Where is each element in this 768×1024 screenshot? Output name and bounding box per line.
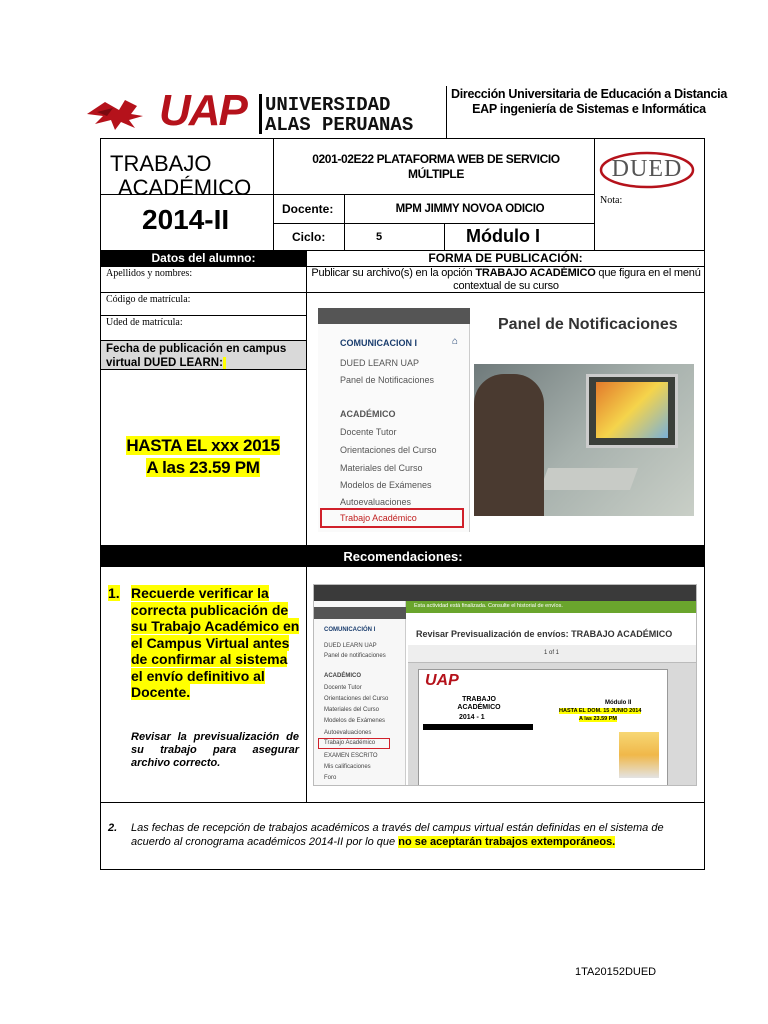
preview-menu [314, 601, 406, 786]
recommendations-section-title: Recomendaciones: [101, 546, 705, 567]
menu-toolbar [314, 607, 406, 619]
menu-item: DUED LEARN UAP [324, 643, 377, 649]
mini-uap-logo: UAP [425, 672, 459, 689]
menu-item: COMUNICACIÓN I [324, 627, 376, 633]
pub-date-label [106, 342, 302, 370]
green-status-text: Esta actividad está finalizada. Consulte el historial de envíos. [414, 603, 563, 609]
menu-item: Orientaciones del Curso [324, 696, 389, 702]
course-menu [318, 308, 470, 532]
dept-line-2: EAP ingeniería de Sistemas e Informática [472, 102, 706, 116]
mini-time: A las 23.59 PM [579, 716, 618, 722]
menu-item: Mis calificaciones [324, 764, 371, 770]
menu-toolbar [318, 308, 470, 324]
recommendation-1-number: 1. [108, 585, 120, 601]
mini-doc-title: TRABAJO ACADÉMICO [457, 696, 501, 711]
student-at-computer-photo [474, 364, 694, 516]
doc-period: 2014-II [142, 204, 230, 235]
menu-item: Autoevaluaciones [340, 497, 412, 507]
recommendation-2-number: 2. [108, 822, 118, 834]
student-section-title: Datos del alumno: [101, 251, 306, 266]
pub-date-label-text: Fecha de publicación en campus virtual DUED LEARN: [106, 343, 287, 369]
docente-label: Docente: [282, 202, 334, 216]
preview-topbar [314, 585, 697, 601]
notifications-screenshot [318, 308, 694, 532]
recommendation-1-text: Recuerde verificar la correcta publicación de su Trabajo Académico en el Campus Virtual antes de confirmar al sistema el envío definitivo al Docente. [131, 585, 300, 700]
menu-item: Materiales del Curso [340, 463, 423, 473]
footer-code: 1TA20152DUED [575, 966, 657, 978]
grid-line [100, 369, 306, 370]
doc-title-line-1: TRABAJO [110, 151, 212, 176]
page-indicator: 1 of 1 [544, 650, 560, 656]
uap-logo [85, 86, 418, 138]
grid-line [100, 315, 306, 316]
menu-item-trabajo-academico: Trabajo Académico [324, 740, 376, 746]
recommendation-1 [131, 585, 301, 701]
menu-item: EXAMEN ESCRITO [324, 753, 378, 759]
mini-doc-period: 2014 - 1 [459, 714, 485, 721]
person-shape [474, 374, 544, 516]
menu-item: Docente Tutor [324, 685, 362, 691]
deadline-line-1 [100, 436, 306, 456]
recommendation-1-sub: Revisar la previsualización de su trabajo para asegurar archivo correcto. [131, 731, 299, 769]
course-name: 0201-02E22 PLATAFORMA WEB DE SERVICIO MÚLTIPLE [312, 152, 560, 181]
deadline-line-1-text: HASTA EL xxx 2015 [126, 436, 280, 455]
grid-line [306, 567, 307, 802]
publication-section-title: FORMA DE PUBLICACIÓN: [428, 251, 583, 265]
home-icon: ⌂ [452, 336, 459, 347]
publication-text-bold: TRABAJO ACADÉMICO [475, 267, 596, 279]
logo-uap-text: UAP [159, 86, 246, 135]
logo-alas-peruanas: ALAS PERUANAS [265, 114, 414, 136]
doc-title-line-2: ACADÉMICO [118, 175, 252, 200]
dued-logo-text: DUED [611, 156, 683, 182]
preview-document [418, 669, 668, 786]
dept-line-1: Dirección Universitaria de Educación a Distancia [451, 87, 727, 101]
dued-logo [598, 150, 696, 190]
grid-line [306, 250, 307, 546]
menu-item: Panel de Notificaciones [340, 375, 435, 385]
menu-item: Foro [324, 775, 337, 781]
mini-content-block [619, 732, 659, 778]
menu-item: ACADÉMICO [324, 673, 361, 679]
menu-item: Autoevaluaciones [324, 730, 372, 736]
deadline-line-2 [100, 458, 306, 478]
publication-text-before: Publicar su archivo(s) en la opción [311, 267, 476, 279]
menu-item: Orientaciones del Curso [340, 445, 437, 455]
mini-deadline: HASTA EL DOM. 15 JUNIO 2014 [559, 708, 642, 714]
menu-item: Materiales del Curso [324, 707, 380, 713]
modulo-label: Módulo I [466, 226, 540, 246]
pdf-viewer [408, 645, 697, 786]
publication-instructions [310, 267, 702, 293]
ciclo-label: Ciclo: [292, 230, 326, 244]
green-status-bar [406, 601, 697, 613]
logo-universidad: UNIVERSIDAD [265, 94, 391, 116]
deadline-line-2-text: A las 23.59 PM [146, 458, 260, 477]
menu-item: DUED LEARN UAP [340, 358, 420, 368]
docente-value: MPM JIMMY NOVOA ODICIO [395, 203, 545, 215]
recommendation-2-text: Las fechas de recepción de trabajos académicos a través del campus virtual están definidas en el sistema de acuerdo al cronograma académicos 2014-II por lo que [131, 822, 664, 848]
keyboard-shape [540, 468, 638, 490]
menu-course-title: COMUNICACION I [340, 338, 417, 348]
menu-section-academico: ACADÉMICO [340, 409, 396, 419]
ciclo-value: 5 [376, 231, 383, 243]
mini-module: Módulo II [605, 700, 632, 706]
student-udec-label: Uded de matrícula: [106, 317, 183, 328]
grid-line [444, 223, 445, 250]
preview-title: Revisar Previsualización de envíos: TRABAJO ACADÉMICO [416, 629, 673, 639]
grid-line [100, 802, 705, 803]
menu-item: Docente Tutor [340, 427, 397, 437]
grid-line [273, 223, 595, 224]
menu-item: Modelos de Exámenes [340, 480, 432, 490]
panel-notifications-title: Panel de Notificaciones [498, 316, 678, 333]
menu-item-trabajo-academico: Trabajo Académico [340, 513, 417, 523]
mini-black-bar [423, 724, 533, 730]
recommendation-2 [131, 822, 697, 849]
menu-item: Modelos de Exámenes [324, 718, 386, 724]
eagle-icon [85, 96, 157, 132]
nota-label: Nota: [600, 195, 623, 206]
menu-item: Panel de notificaciones [324, 653, 386, 659]
recommendation-2-highlight: no se aceptarán trabajos extemporáneos. [398, 835, 616, 848]
publication-text-after: que figura en el menú contextual de su curso [453, 267, 701, 292]
logo-divider [259, 94, 262, 134]
student-code-label: Código de matrícula: [106, 294, 191, 305]
preview-screenshot [313, 584, 697, 786]
student-name-label: Apellidos y nombres: [106, 268, 193, 279]
monitor-screen [596, 382, 668, 438]
pub-date-highlight [223, 357, 226, 369]
